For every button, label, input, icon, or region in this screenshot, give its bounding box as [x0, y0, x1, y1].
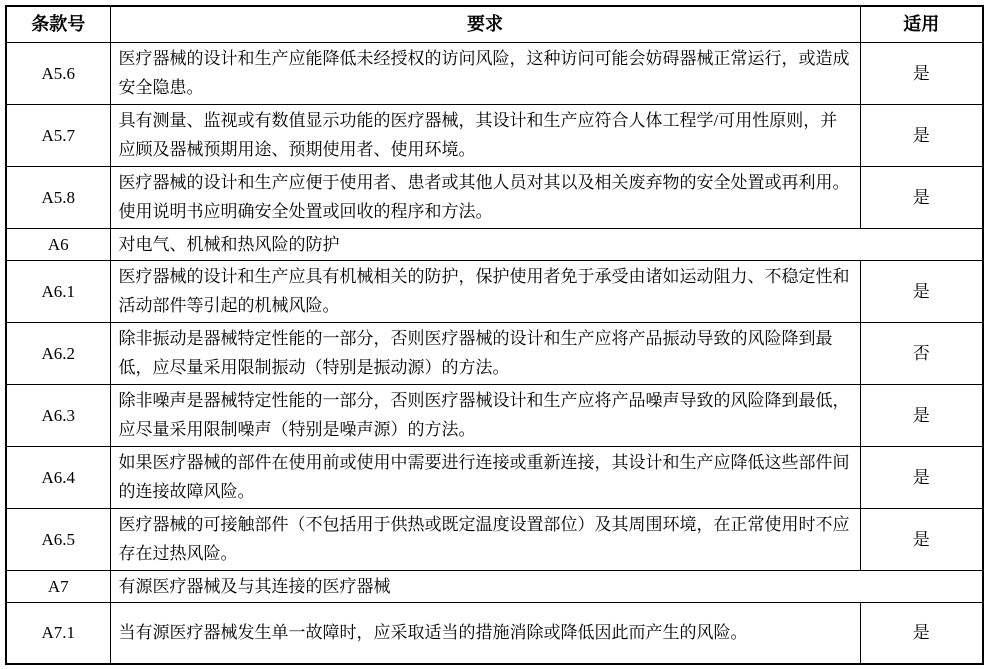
requirement-cell: 医疗器械的设计和生产应便于使用者、患者或其他人员对其以及相关废弃物的安全处置或再利用。使用说明书应明确安全处置或回收的程序和方法。 — [110, 166, 860, 228]
clause-cell: A6.2 — [6, 322, 110, 384]
clause-cell: A7.1 — [6, 602, 110, 664]
table-row — [6, 446, 983, 508]
table-row — [6, 602, 983, 664]
table-header — [6, 6, 983, 42]
requirement-cell: 当有源医疗器械发生单一故障时，应采取适当的措施消除或降低因此而产生的风险。 — [110, 602, 860, 664]
table-row — [6, 322, 983, 384]
requirement-cell: 如果医疗器械的部件在使用前或使用中需要进行连接或重新连接，其设计和生产应降低这些部件间的连接故障风险。 — [110, 446, 860, 508]
requirement-cell: 医疗器械的设计和生产应具有机械相关的防护，保护使用者免于承受由诸如运动阻力、不稳定性和活动部件等引起的机械风险。 — [110, 260, 860, 322]
applicable-cell: 是 — [860, 602, 983, 664]
applicable-cell: 是 — [860, 508, 983, 570]
applicable-cell: 是 — [860, 260, 983, 322]
header-clause: 条款号 — [6, 6, 110, 42]
header-requirement: 要求 — [110, 6, 860, 42]
table-row — [6, 384, 983, 446]
applicable-cell: 是 — [860, 446, 983, 508]
clause-cell: A7 — [6, 570, 110, 602]
table-row — [6, 508, 983, 570]
requirement-cell: 医疗器械的可接触部件（不包括用于供热或既定温度设置部位）及其周围环境，在正常使用时不应存在过热风险。 — [110, 508, 860, 570]
applicable-cell: 是 — [860, 104, 983, 166]
table-row — [6, 260, 983, 322]
requirement-cell: 除非噪声是器械特定性能的一部分，否则医疗器械设计和生产应将产品噪声导致的风险降到最低，应尽量采用限制噪声（特别是噪声源）的方法。 — [110, 384, 860, 446]
applicable-cell: 是 — [860, 166, 983, 228]
requirement-cell: 具有测量、监视或有数值显示功能的医疗器械，其设计和生产应符合人体工程学/可用性原则，并应顾及器械预期用途、预期使用者、使用环境。 — [110, 104, 860, 166]
requirement-cell: 除非振动是器械特定性能的一部分，否则医疗器械的设计和生产应将产品振动导致的风险降到最低，应尽量采用限制振动（特别是振动源）的方法。 — [110, 322, 860, 384]
applicable-cell: 是 — [860, 42, 983, 104]
clause-cell: A6.1 — [6, 260, 110, 322]
table-row — [6, 42, 983, 104]
table-row — [6, 166, 983, 228]
compliance-table — [5, 5, 984, 665]
clause-cell: A6.3 — [6, 384, 110, 446]
table-body — [6, 42, 983, 664]
header-row — [6, 6, 983, 42]
requirement-cell: 有源医疗器械及与其连接的医疗器械 — [110, 570, 983, 602]
clause-cell: A6.5 — [6, 508, 110, 570]
header-applicable: 适用 — [860, 6, 983, 42]
table-row — [6, 228, 983, 260]
table-row — [6, 570, 983, 602]
table-row — [6, 104, 983, 166]
applicable-cell: 否 — [860, 322, 983, 384]
requirement-cell: 医疗器械的设计和生产应能降低未经授权的访问风险，这种访问可能会妨碍器械正常运行，或造成安全隐患。 — [110, 42, 860, 104]
clause-cell: A5.7 — [6, 104, 110, 166]
clause-cell: A6.4 — [6, 446, 110, 508]
requirement-cell: 对电气、机械和热风险的防护 — [110, 228, 983, 260]
clause-cell: A5.8 — [6, 166, 110, 228]
clause-cell: A6 — [6, 228, 110, 260]
clause-cell: A5.6 — [6, 42, 110, 104]
applicable-cell: 是 — [860, 384, 983, 446]
